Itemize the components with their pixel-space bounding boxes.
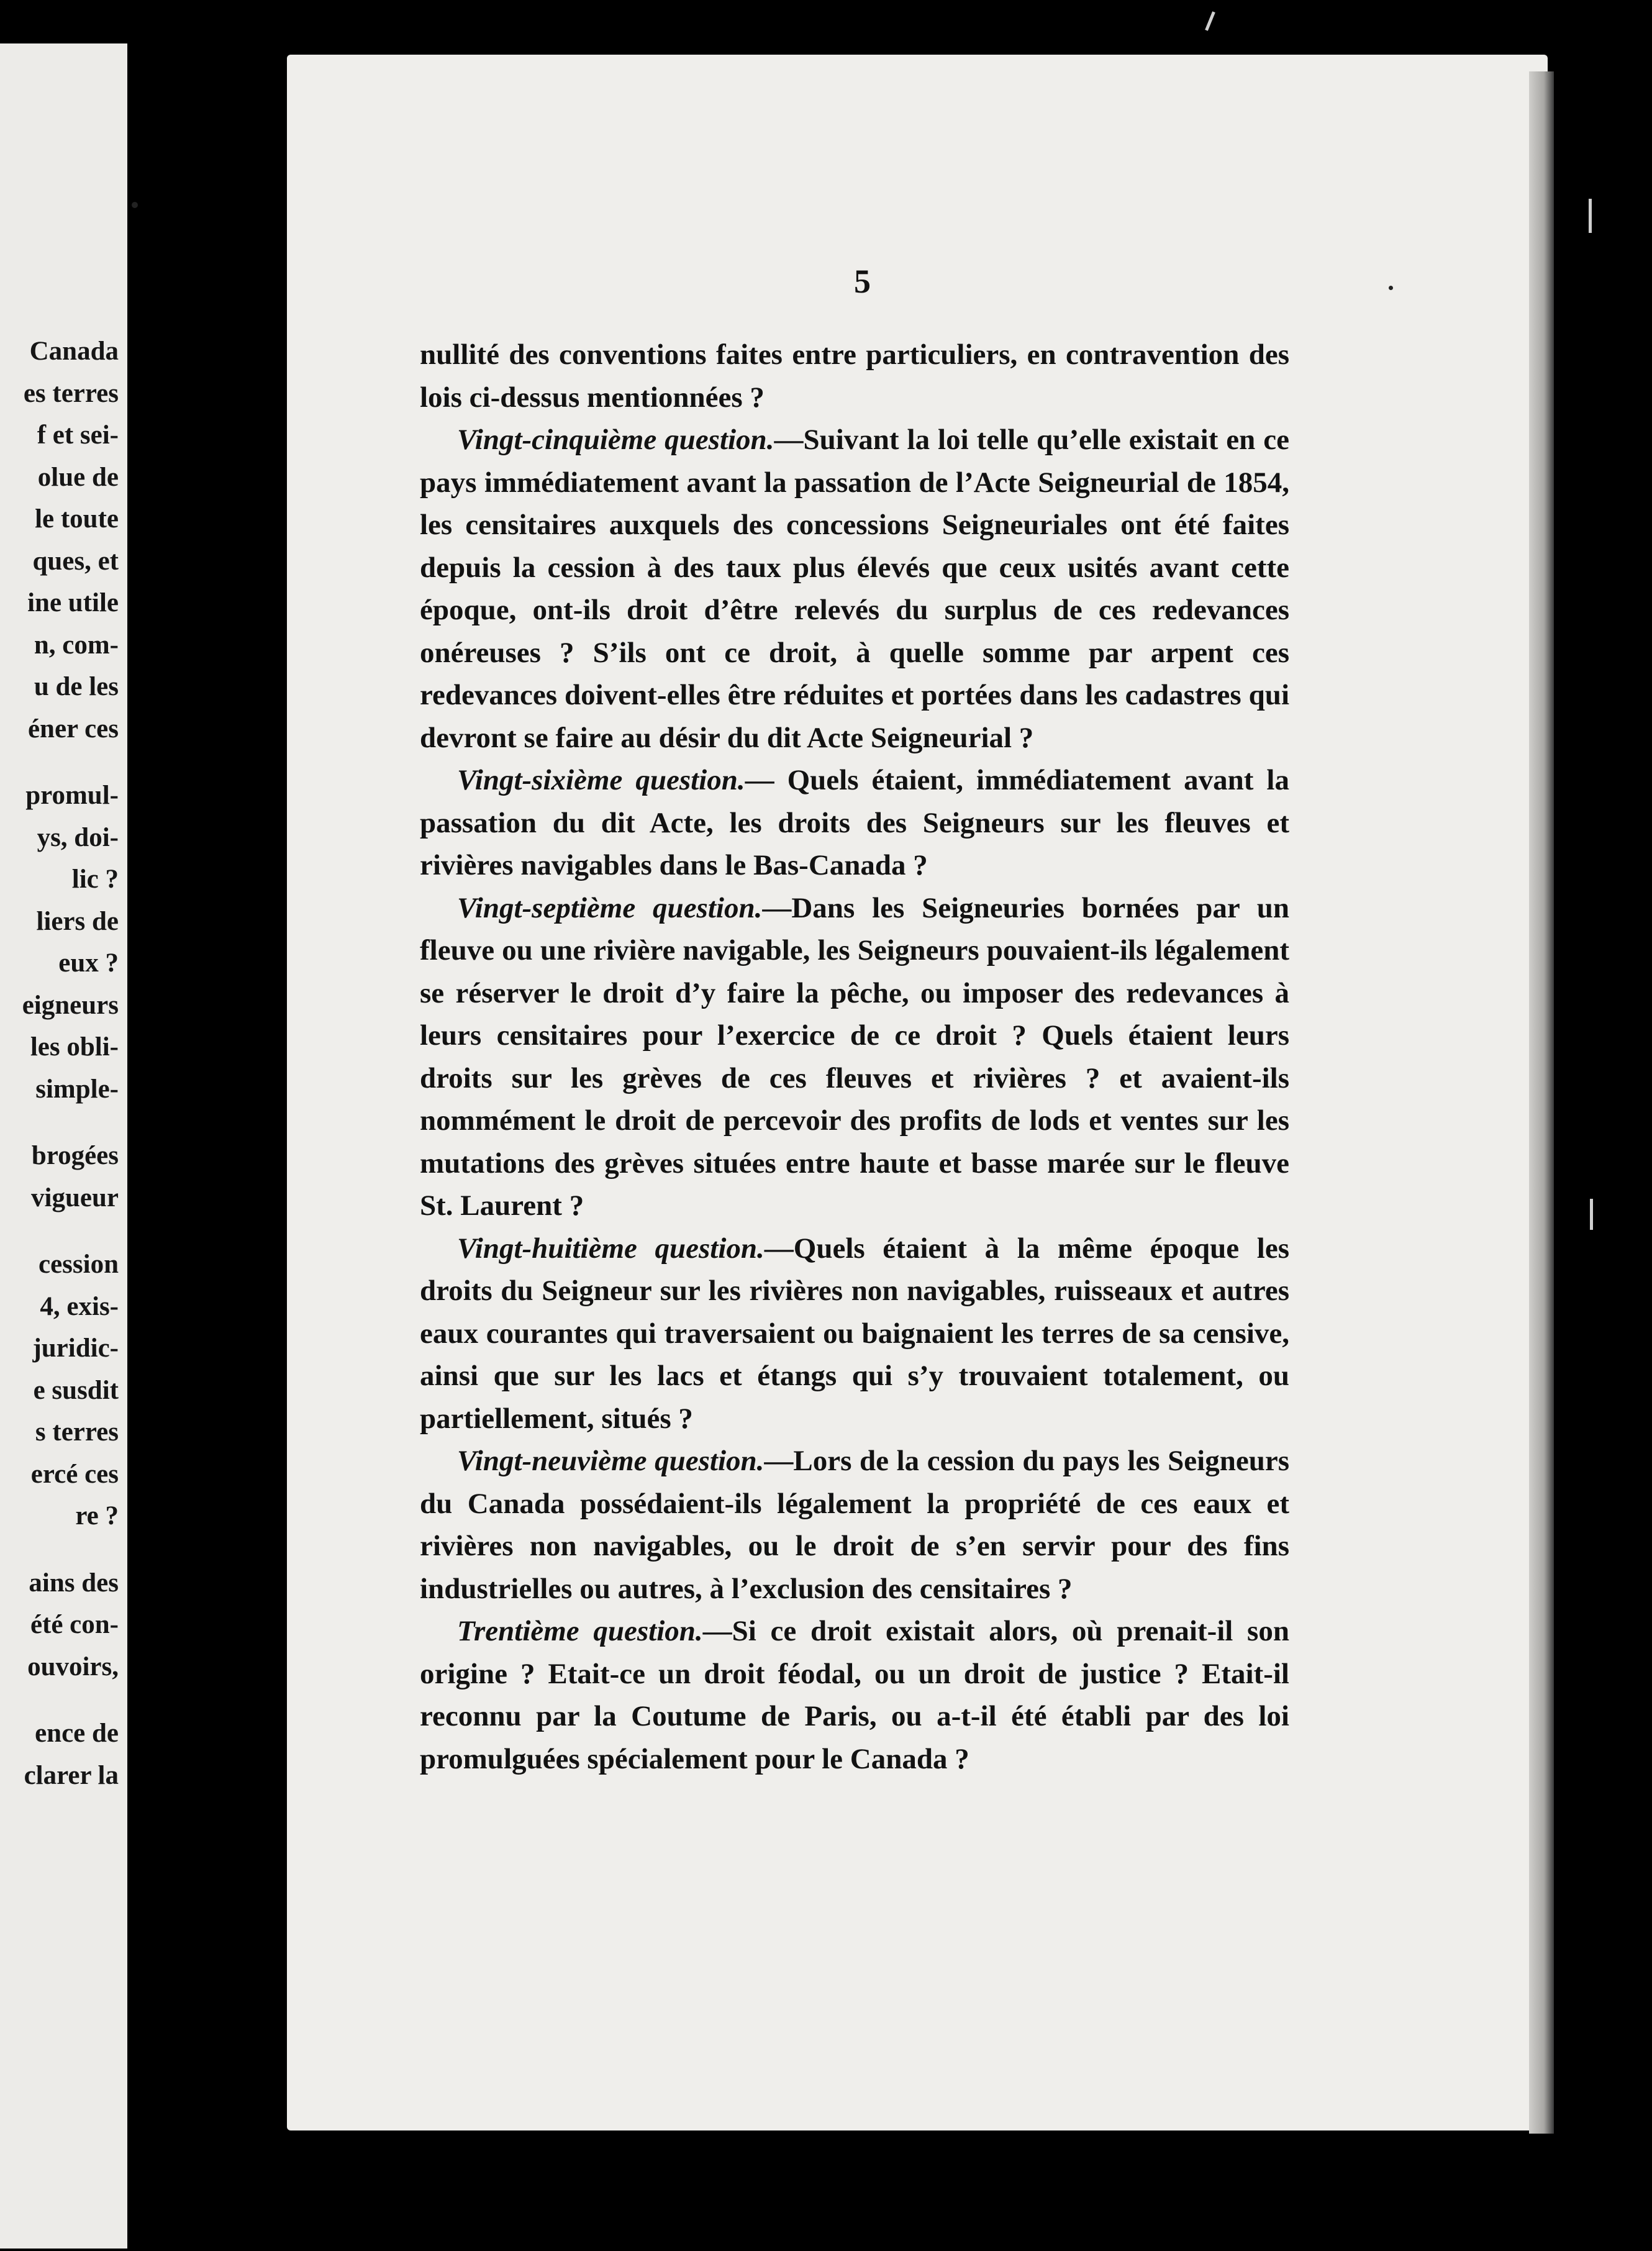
question-26 — [420, 759, 1289, 887]
left-page-line: promul- — [25, 781, 119, 810]
question-29 — [420, 1440, 1289, 1610]
left-page-line: ence de — [35, 1719, 119, 1748]
left-page-text-fragments — [22, 330, 119, 1796]
left-page-line: e susdit — [33, 1375, 119, 1405]
left-page-line: ys, doi- — [37, 822, 119, 852]
left-page-line: été con- — [30, 1610, 119, 1639]
question-27 — [420, 887, 1289, 1227]
left-page-line: lic ? — [71, 865, 119, 894]
page-edge-shadow — [1529, 71, 1554, 2134]
left-page-gap — [22, 1110, 119, 1135]
question-heading: Vingt-septième question. — [457, 891, 763, 924]
ink-speck — [132, 202, 138, 208]
left-page-line: u de les — [34, 672, 119, 701]
left-page-line: f et sei- — [37, 421, 119, 450]
left-page-line: simple- — [35, 1074, 119, 1104]
left-page-line: ine utile — [27, 588, 119, 617]
body-text — [420, 334, 1289, 1780]
left-page-line: ouvoirs, — [27, 1652, 119, 1681]
question-28 — [420, 1227, 1289, 1440]
left-page-line: brogées — [31, 1141, 119, 1170]
left-page-line: éner ces — [27, 714, 119, 744]
ink-speck — [1389, 286, 1393, 290]
left-page-line: liers de — [36, 906, 119, 936]
left-page-gap — [22, 1537, 119, 1562]
question-text: — Quels étaient, immédiatement avant la passation du dit Acte, les droits des Seigneurs sur les fleuves et rivières navigables dans le Bas-Canada ? — [420, 764, 1289, 881]
question-text: —Suivant la loi telle qu’elle existait en ce pays immédiatement avant la passation de l’Acte Seigneurial de 1854, les censitaires auxquels des concessions Seigneuriales ont été faites depuis la cession à des taux plus élevés que ceux usités avant cette époque, ont-ils droit d’être relevés du surplus de ces redevances onéreuses ? S’ils ont ce droit, à quelle somme par arpent ces redevances doivent-elles être réduites et portées dans les cadastres qui devront se faire au désir du dit Acte Seigneurial ? — [420, 424, 1289, 754]
left-page-line: ains des — [29, 1568, 119, 1598]
question-text: —Lors de la cession du pays les Seigneurs du Canada possédaient-ils légalement la propriété de ces eaux et rivières non navigables, ou le droit de s’en servir pour des fins industrielles ou autres, à l’exclusion des censitaires ? — [420, 1445, 1289, 1605]
page-number: 5 — [854, 263, 871, 300]
left-page-line: s terres — [35, 1417, 119, 1447]
question-text: —Si ce droit existait alors, où prenait-il son origine ? Etait-ce un droit féodal, ou un droit de justice ? Etait-il reconnu par la Coutume de Paris, ou a-t-il été établi par des loi promulguées spécialement pour le Canada ? — [420, 1615, 1289, 1775]
left-page-line: ques, et — [32, 546, 119, 576]
left-page-line: juridic- — [32, 1334, 119, 1363]
left-page-line: vigueur — [31, 1183, 119, 1212]
scan-mark — [1205, 11, 1215, 31]
paragraph-text: nullité des conventions faites entre particuliers, en contravention des lois ci-dessus mentionnées ? — [420, 339, 1289, 414]
left-page-line: clarer la — [24, 1760, 119, 1790]
left-page-line: Canada — [29, 337, 119, 366]
question-text: —Dans les Seigneuries bornées par un fleuve ou une rivière navigable, les Seigneurs pouvaient-ils légalement se réserver le droit d’y faire la pêche, ou imposer des redevances à leurs censitaires pour l’exercice de ce droit ? Quels étaient leurs droits sur les grèves de ces fleuves et rivières ? et avaient-ils nommément le droit de percevoir des profits de lods et ventes sur les mutations des grèves situées entre haute et basse marée sur le fleuve St. Laurent ? — [420, 891, 1289, 1222]
left-page-line: re ? — [75, 1501, 119, 1530]
question-heading: Vingt-neuvième question. — [457, 1445, 765, 1477]
left-page-line: le toute — [35, 504, 119, 534]
paragraph-continuation — [420, 334, 1289, 419]
question-text: —Quels étaient à la même époque les droits du Seigneur sur les rivières non navigables, ruisseaux et autres eaux courantes qui traversaient ou baignaient les terres de sa censive, ainsi que sur les lacs et étangs qui s’y trouvaient totalement, ou partiellement, situés ? — [420, 1232, 1289, 1435]
left-page-gap — [22, 1219, 119, 1244]
left-page-gap — [22, 1688, 119, 1712]
left-page-line: olue de — [37, 462, 119, 492]
left-page-line: ercé ces — [30, 1459, 119, 1489]
left-page-line: eigneurs — [22, 990, 119, 1020]
scan-mark — [1590, 1199, 1593, 1230]
left-page-gap — [22, 750, 119, 775]
left-page-line: es terres — [23, 378, 119, 408]
left-page-line: 4, exis- — [40, 1291, 119, 1321]
left-page-line: eux ? — [58, 948, 119, 978]
question-heading: Vingt-sixième question. — [457, 764, 745, 796]
question-heading: Vingt-huitième question. — [457, 1232, 765, 1265]
question-heading: Trentième question. — [457, 1615, 703, 1647]
left-facing-page — [0, 43, 127, 2249]
left-page-line: les obli- — [30, 1032, 119, 1062]
left-page-line: n, com- — [34, 630, 119, 660]
left-page-line: cession — [39, 1250, 119, 1279]
question-30 — [420, 1610, 1289, 1780]
question-heading: Vingt-cinquième question. — [457, 424, 774, 456]
scan-mark — [1589, 199, 1592, 233]
question-25 — [420, 419, 1289, 759]
